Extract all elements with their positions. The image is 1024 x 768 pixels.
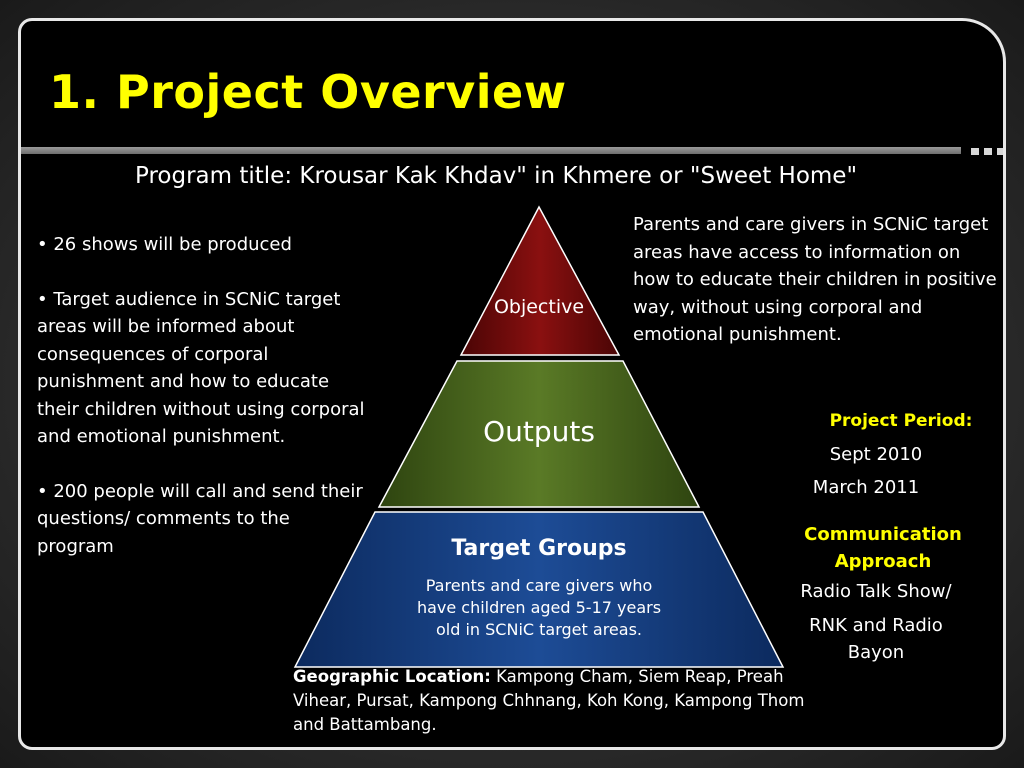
geographic-location [293,665,813,737]
bullet-item: • 26 shows will be produced [37,234,292,255]
program-title: Program title: Krousar Kak Khdav" in Khmere or "Sweet Home" [135,163,858,189]
page-title: 1. Project Overview [49,65,567,119]
pyramid-diagram [21,21,1003,747]
bullet-item: • Target audience in SCNiC target areas will be informed about consequences of corporal punishment and how to educate their children without using corporal and emotional punishment. [37,288,365,447]
project-period-start: Sept 2010 [829,444,923,465]
target-desc-line: old in SCNiC target areas. [436,620,642,639]
slide [18,18,1006,750]
communication-approach-label: Communication Approach [804,524,962,572]
project-period-label: Project Period: [829,411,973,431]
target-groups-label: Target Groups [451,536,627,561]
objective-label: Objective [493,296,585,318]
communication-line: Radio Talk Show/ [800,581,952,602]
geographic-location-text: Kampong Cham, Siem Reap, Preah Vihear, Pursat, Kampong Chhnang, Koh Kong, Kampong Thom and Battambang. [293,667,805,734]
objective-description: Parents and care givers in SCNiC target areas have access to information on how to educate their children in positive way, without using corporal and emotional punishment. [633,214,997,345]
geographic-location-label: Geographic Location: [293,667,491,686]
bullet-item: • 200 people will call and send their questions/ comments to the program [37,480,363,557]
target-desc-line: have children aged 5-17 years [416,598,662,617]
pyramid-tier-objective [461,207,619,355]
communication-line: Bayon [847,642,905,663]
outputs-label: Outputs [483,415,595,448]
project-period-end: March 2011 [812,477,920,498]
target-desc-line: Parents and care givers who [425,576,653,595]
communication-line: RNK and Radio [809,615,943,636]
